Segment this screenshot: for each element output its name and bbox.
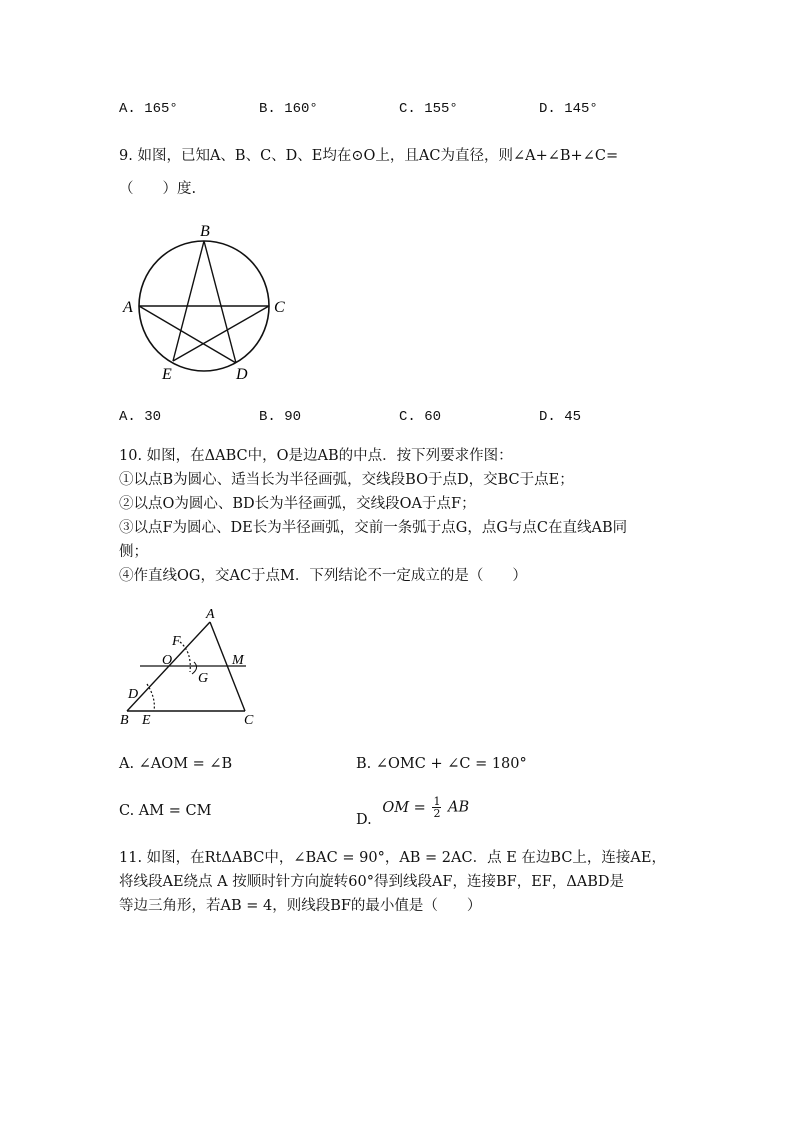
- q9-label-e: E: [162, 366, 172, 383]
- q10-arc-fg: [180, 642, 190, 672]
- q10-label-b: B: [120, 713, 129, 728]
- q10-option-c: C. AM = CM: [119, 803, 212, 819]
- q9-label-b: B: [200, 223, 210, 240]
- q10-option-d-numerator: 1: [433, 795, 441, 808]
- q9-star-circle-figure: [118, 220, 298, 390]
- q9-label-c: C: [274, 299, 285, 316]
- q10-step3-line2: 侧；: [119, 544, 148, 560]
- q9-stem-line1: 9. 如图，已知A、B、C、D、E均在⊙O上，且AC为直径，则∠A+∠B+∠C=: [119, 148, 619, 164]
- q9-segment-ad: [139, 306, 236, 363]
- q10-step4: ④作直线OG，交AC于点M．下列结论不一定成立的是（ ）: [119, 568, 527, 584]
- q10-option-d-prefix: D.: [356, 811, 372, 828]
- q10-option-a: A. ∠AOM = ∠B: [119, 756, 233, 772]
- q11-line1: 11. 如图，在RtΔABC中，∠BAC = 90°，AB = 2AC．点 E 在边BC上，连接AE，: [119, 850, 666, 866]
- q11-line3: 等边三角形，若AB = 4，则线段BF的最小值是（ ）: [119, 898, 482, 914]
- q8-option-a: A. 165°: [119, 101, 178, 117]
- q9-option-c: C. 60: [399, 409, 442, 425]
- q10-step1: ①以点B为圆心、适当长为半径画弧，交线段BO于点D，交BC于点E；: [119, 472, 574, 488]
- q8-option-d: D. 145°: [539, 101, 598, 117]
- q10-triangle-figure: [112, 602, 262, 732]
- q9-option-d: D. 45: [539, 409, 582, 425]
- q9-label-a: A: [123, 299, 133, 316]
- q10-option-d-lhs: OM =: [382, 799, 426, 816]
- q10-option-d: [356, 795, 470, 828]
- q10-label-a: A: [206, 607, 215, 622]
- q10-label-e: E: [142, 713, 151, 728]
- q8-option-b: B. 160°: [259, 101, 318, 117]
- q10-stem-line1: 10. 如图，在ΔABC中，O是边AB的中点．按下列要求作图：: [119, 448, 513, 464]
- q10-label-g: G: [198, 671, 209, 686]
- q10-option-d-denominator: 2: [433, 807, 441, 820]
- q10-step3-line1: ③以点F为圆心、DE长为半径画弧，交前一条弧于点G，点G与点C在直线AB同: [119, 520, 628, 536]
- q10-option-d-rhs: AB: [448, 799, 470, 816]
- q10-label-f: F: [172, 634, 181, 649]
- q8-option-c: C. 155°: [399, 101, 458, 117]
- q9-stem-line2: （ ）度.: [119, 181, 197, 197]
- q11-line2: 将线段AE绕点 A 按顺时针方向旋转60°得到线段AF，连接BF，EF，ΔABD是: [119, 874, 625, 890]
- q9-label-d: D: [236, 366, 248, 383]
- q9-segment-ce: [173, 306, 269, 361]
- q10-label-m: M: [232, 653, 244, 668]
- q9-segment-be: [173, 241, 204, 361]
- q9-option-b: B. 90: [259, 409, 302, 425]
- q10-label-d: D: [128, 687, 139, 702]
- q10-arc-g: [192, 662, 197, 674]
- q10-label-o: O: [162, 653, 173, 668]
- q10-label-c: C: [244, 713, 254, 728]
- q9-option-a: A. 30: [119, 409, 162, 425]
- q10-option-b: B. ∠OMC + ∠C = 180°: [356, 756, 527, 772]
- q10-option-d-fraction: [432, 796, 441, 819]
- q10-step2: ②以点O为圆心、BD长为半径画弧，交线段OA于点F；: [119, 496, 476, 512]
- q9-segment-bd: [204, 241, 236, 363]
